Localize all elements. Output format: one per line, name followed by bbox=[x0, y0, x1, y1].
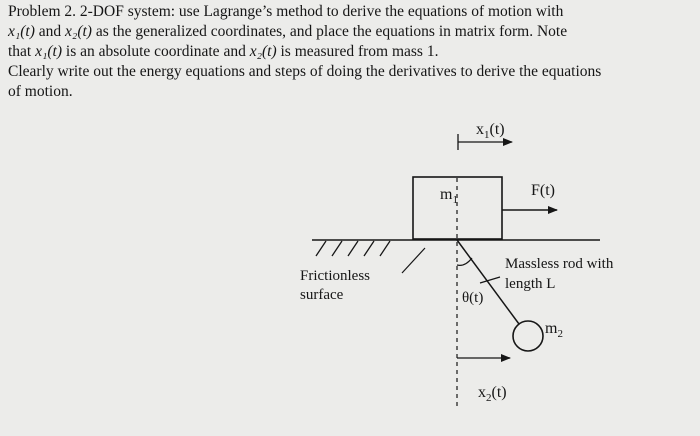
coord-x2: x₂(t) bbox=[65, 23, 92, 40]
surface-pointer bbox=[402, 248, 425, 273]
ground-hatch bbox=[316, 241, 390, 256]
problem-line-1: Problem 2. 2-DOF system: use Lagrange’s method to derive the equations of motion with bbox=[8, 3, 564, 20]
x2-label: $x_2(t)$ bbox=[478, 384, 507, 404]
problem-line-4: Clearly write out the energy equations and steps of doing the derivatives to derive the equations bbox=[8, 63, 602, 80]
m2-label: $m_2$ bbox=[545, 320, 563, 340]
problem-line-3: that x₁(t) is an absolute coordinate and x₂(t) is measured from mass 1. bbox=[8, 43, 439, 60]
coord-x2-b: x₂(t) bbox=[249, 43, 277, 60]
mass2-bob bbox=[513, 321, 543, 351]
coord-x1-b: x₁(t) bbox=[35, 43, 63, 60]
rod-label-1: Massless rod with bbox=[505, 256, 614, 272]
coord-x1: x₁(t) bbox=[8, 23, 35, 40]
rod-label-2: length L bbox=[505, 276, 556, 292]
theta-label: θ(t) bbox=[462, 290, 484, 306]
surface-label-1: Frictionless bbox=[300, 268, 370, 284]
problem-line-5: of motion. bbox=[8, 83, 73, 100]
m1-label: $m_1$ bbox=[440, 186, 458, 206]
surface-label-2: surface bbox=[300, 287, 344, 303]
rod-pointer bbox=[480, 277, 500, 283]
theta-arc bbox=[457, 258, 472, 265]
x1-label: $x_1(t)$ bbox=[476, 121, 505, 141]
problem-line-2: x₁(t) and x₂(t) as the generalized coordinates, and place the equations in matrix form. Note bbox=[8, 23, 568, 40]
force-label: F(t) bbox=[531, 182, 555, 199]
